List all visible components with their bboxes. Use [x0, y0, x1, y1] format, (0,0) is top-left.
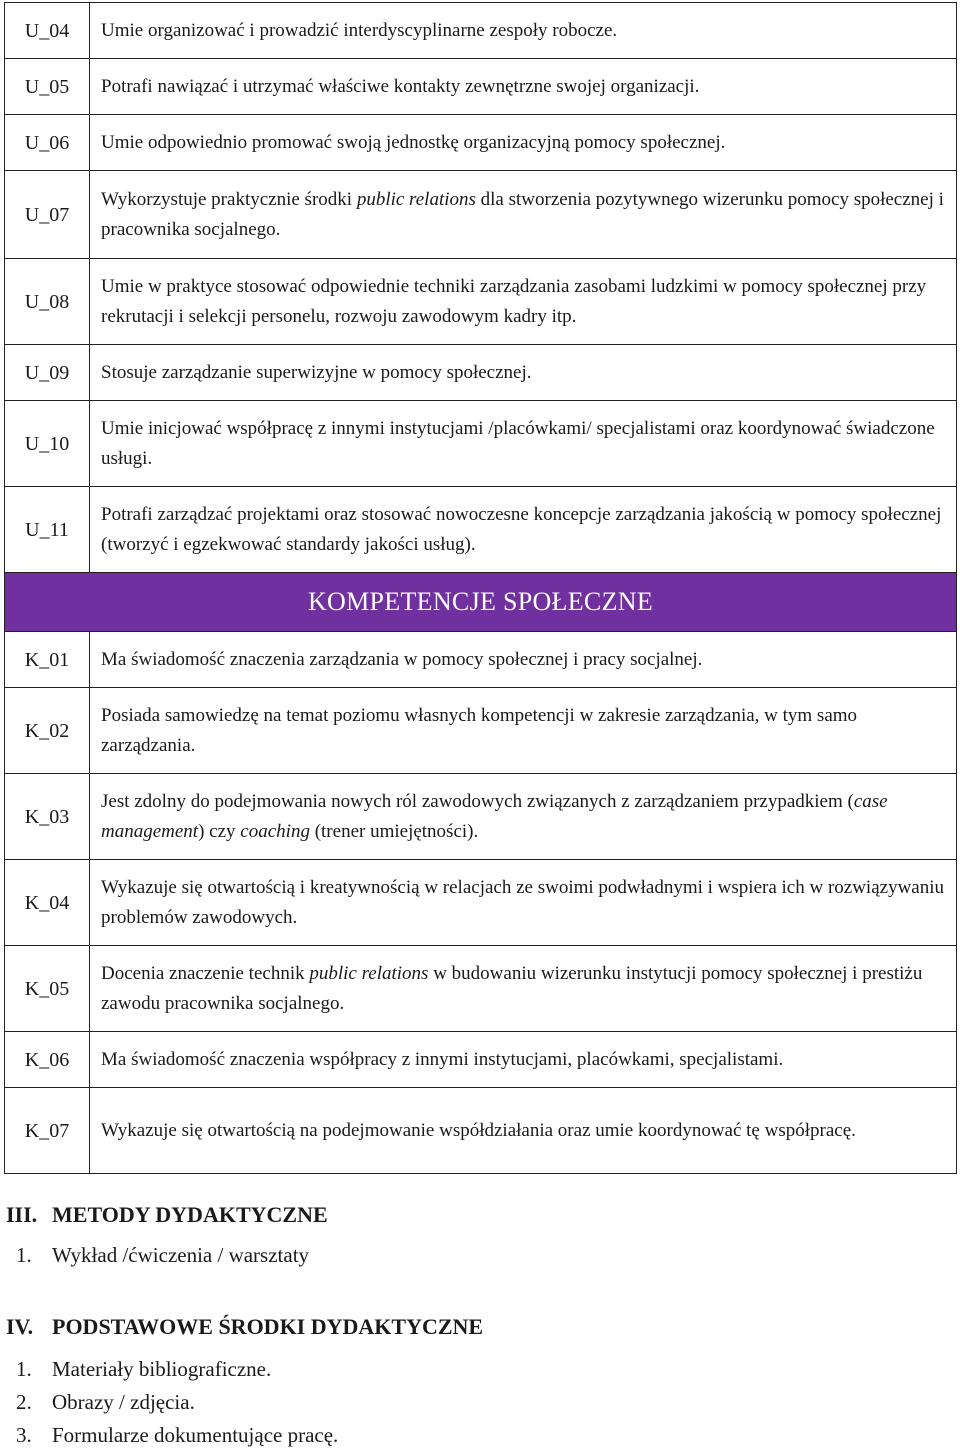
list-item-number: 1.: [16, 1357, 32, 1381]
description-text: Umie inicjować współpracę z innymi instytucjami /placówkami/ specjalistami oraz koordynować świadczone usługi.: [101, 417, 935, 469]
outcome-code: U_05: [5, 59, 90, 115]
outcome-code: U_07: [5, 171, 90, 259]
outcome-code: K_06: [5, 1032, 90, 1088]
table-row: [5, 1032, 957, 1088]
outcome-description: [90, 3, 957, 59]
outcome-code: U_06: [5, 115, 90, 171]
table-row: [5, 487, 957, 573]
section-4-heading: [6, 1314, 483, 1340]
outcome-description: [90, 1088, 957, 1174]
italic-term: public relations: [309, 962, 429, 984]
outcome-description: [90, 774, 957, 860]
description-text: Potrafi zarządzać projektami oraz stosować nowoczesne koncepcje zarządzania jakością w pomocy społecznej (tworzyć i egzekwować standardy jakości usług).: [101, 503, 942, 555]
section-4-list: [16, 1353, 338, 1452]
section-3-number: III.: [6, 1202, 38, 1227]
list-item-text: Formularze dokumentujące pracę.: [52, 1423, 339, 1447]
outcome-description: [90, 171, 957, 259]
outcome-code: U_08: [5, 259, 90, 345]
table-row: [5, 171, 957, 259]
description-text: (trener umiejętności).: [309, 820, 479, 842]
description-text: Wykazuje się otwartością na podejmowanie współdziałania oraz umie koordynować tę współpracę.: [101, 1119, 856, 1141]
description-text: dla stworzenia pozytywnego wizerunku pomocy społecznej i pracownika socjalnego.: [101, 188, 944, 240]
outcome-description: [90, 688, 957, 774]
table-row: [5, 259, 957, 345]
list-item: [16, 1239, 309, 1272]
list-item: [16, 1353, 338, 1386]
description-text: Stosuje zarządzanie superwizyjne w pomocy społecznej.: [101, 361, 532, 383]
outcome-code: K_03: [5, 774, 90, 860]
outcome-code: K_02: [5, 688, 90, 774]
description-text: Umie organizować i prowadzić interdyscyplinarne zespoły robocze.: [101, 19, 618, 41]
table-row: [5, 115, 957, 171]
table-row: [5, 3, 957, 59]
table-row: [5, 688, 957, 774]
outcome-code: U_09: [5, 345, 90, 401]
section-3-list: [16, 1239, 309, 1272]
outcome-description: [90, 401, 957, 487]
outcome-description: [90, 59, 957, 115]
italic-term: coaching: [240, 820, 310, 842]
table-row: [5, 345, 957, 401]
description-text: ) czy: [198, 820, 241, 842]
outcome-code: U_11: [5, 487, 90, 573]
table-row: [5, 401, 957, 487]
description-text: Umie w praktyce stosować odpowiednie techniki zarządzania zasobami ludzkimi w pomocy społecznej przy rekrutacji i selekcji personelu, rozwoju zawodowym kadry itp.: [101, 275, 927, 327]
outcome-code: U_04: [5, 3, 90, 59]
italic-term: public relations: [356, 188, 476, 210]
description-text: Ma świadomość znaczenia współpracy z innymi instytucjami, placówkami, specjalistami.: [101, 1048, 784, 1070]
list-item: [16, 1386, 338, 1419]
description-text: Potrafi nawiązać i utrzymać właściwe kontakty zewnętrzne swojej organizacji.: [101, 75, 700, 97]
skills-rows: [5, 3, 957, 573]
competence-rows: [5, 632, 957, 1174]
table-row: [5, 59, 957, 115]
table-row: [5, 946, 957, 1032]
description-text: Wykazuje się otwartością i kreatywnością w relacjach ze swoimi podwładnymi i wspiera ich w rozwiązywaniu problemów zawodowych.: [101, 876, 945, 928]
outcome-code: K_05: [5, 946, 90, 1032]
list-item-text: Materiały bibliograficzne.: [52, 1357, 272, 1381]
outcome-code: K_04: [5, 860, 90, 946]
italic-term: case management: [101, 790, 888, 842]
outcome-description: [90, 946, 957, 1032]
description-text: Posiada samowiedzę na temat poziomu własnych kompetencji w zakresie zarządzania, w tym samo zarządzania.: [101, 704, 858, 756]
table-row: [5, 632, 957, 688]
description-text: w budowaniu wizerunku instytucji pomocy społecznej i prestiżu zawodu pracownika socjalnego.: [101, 962, 923, 1014]
outcome-description: [90, 632, 957, 688]
section-4-title: PODSTAWOWE ŚRODKI DYDAKTYCZNE: [52, 1314, 484, 1339]
outcome-description: [90, 1032, 957, 1088]
section-3-title: METODY DYDAKTYCZNE: [52, 1202, 328, 1227]
list-item-number: 3.: [16, 1423, 32, 1447]
description-text: Ma świadomość znaczenia zarządzania w pomocy społecznej i pracy socjalnej.: [101, 648, 703, 670]
outcome-description: [90, 345, 957, 401]
table-row: [5, 860, 957, 946]
outcome-description: [90, 860, 957, 946]
description-text: Umie odpowiednio promować swoją jednostkę organizacyjną pomocy społecznej.: [101, 131, 726, 153]
section-header-row: [5, 573, 957, 632]
table-row: [5, 774, 957, 860]
outcome-description: [90, 259, 957, 345]
description-text: Docenia znaczenie technik: [101, 962, 310, 984]
outcome-description: [90, 487, 957, 573]
outcome-description: [90, 115, 957, 171]
description-text: Wykorzystuje praktycznie środki: [101, 188, 357, 210]
outcome-code: K_07: [5, 1088, 90, 1174]
outcome-code: U_10: [5, 401, 90, 487]
list-item-number: 2.: [16, 1390, 32, 1414]
table-row: [5, 1088, 957, 1174]
learning-outcomes-table: [4, 2, 957, 1174]
list-item-number: 1.: [16, 1243, 32, 1267]
section-3-heading: [6, 1202, 328, 1228]
section-title: KOMPETENCJE SPOŁECZNE: [5, 573, 957, 632]
list-item-text: Obrazy / zdjęcia.: [52, 1390, 195, 1414]
list-item-text: Wykład /ćwiczenia / warsztaty: [52, 1243, 310, 1267]
list-item: [16, 1419, 338, 1452]
description-text: Jest zdolny do podejmowania nowych ról zawodowych związanych z zarządzaniem przypadkiem (: [101, 790, 854, 812]
outcome-code: K_01: [5, 632, 90, 688]
section-4-number: IV.: [6, 1314, 34, 1339]
